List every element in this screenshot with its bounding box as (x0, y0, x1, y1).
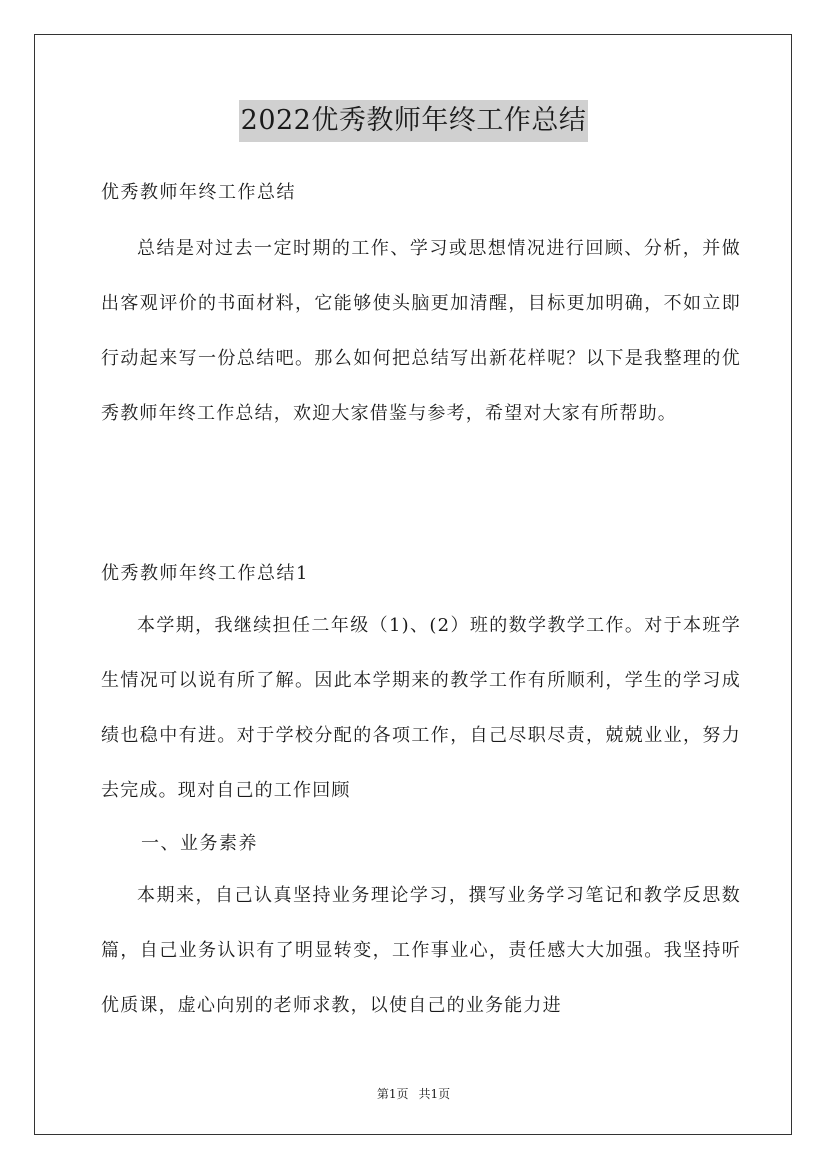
document-subtitle: 优秀教师年终工作总结 (101, 182, 296, 203)
page-total: 共1页 (418, 1087, 451, 1101)
intro-paragraph: 总结是对过去一定时期的工作、学习或思想情况进行回顾、分析，并做出客观评价的书面材料，它能够使头脑更加清醒，目标更加明确，不如立即行动起来写一份总结吧。那么如何把总结写出新花样呢？以下是我整理的优秀教师年终工作总结，欢迎大家借鉴与参考，希望对大家有所帮助。 (101, 238, 741, 424)
subsection-heading-1: 一、业务素养 (141, 833, 258, 854)
section1-paragraph: 本学期，我继续担任二年级（1)、(2）班的数学教学工作。对于本班学生情况可以说有所了解。因此本学期来的教学工作有所顺利，学生的学习成绩也稳中有进。对于学校分配的各项工作，自己尽职尽责，兢兢业业，努力去完成。现对自己的工作回顾 (101, 615, 741, 801)
document-title: 2022优秀教师年终工作总结 (239, 100, 589, 142)
subsection1-paragraph: 本期来，自己认真坚持业务理论学习，撰写业务学习笔记和教学反思数篇，自己业务认识有了明显转变，工作事业心，责任感大大加强。我坚持听优质课，虚心向别的老师求教，以使自己的业务能力进 (101, 885, 741, 1016)
page-footer (0, 1086, 827, 1102)
section-heading-1: 优秀教师年终工作总结1 (101, 563, 309, 584)
title-container (0, 100, 827, 142)
page-number: 第1页 (376, 1087, 409, 1101)
